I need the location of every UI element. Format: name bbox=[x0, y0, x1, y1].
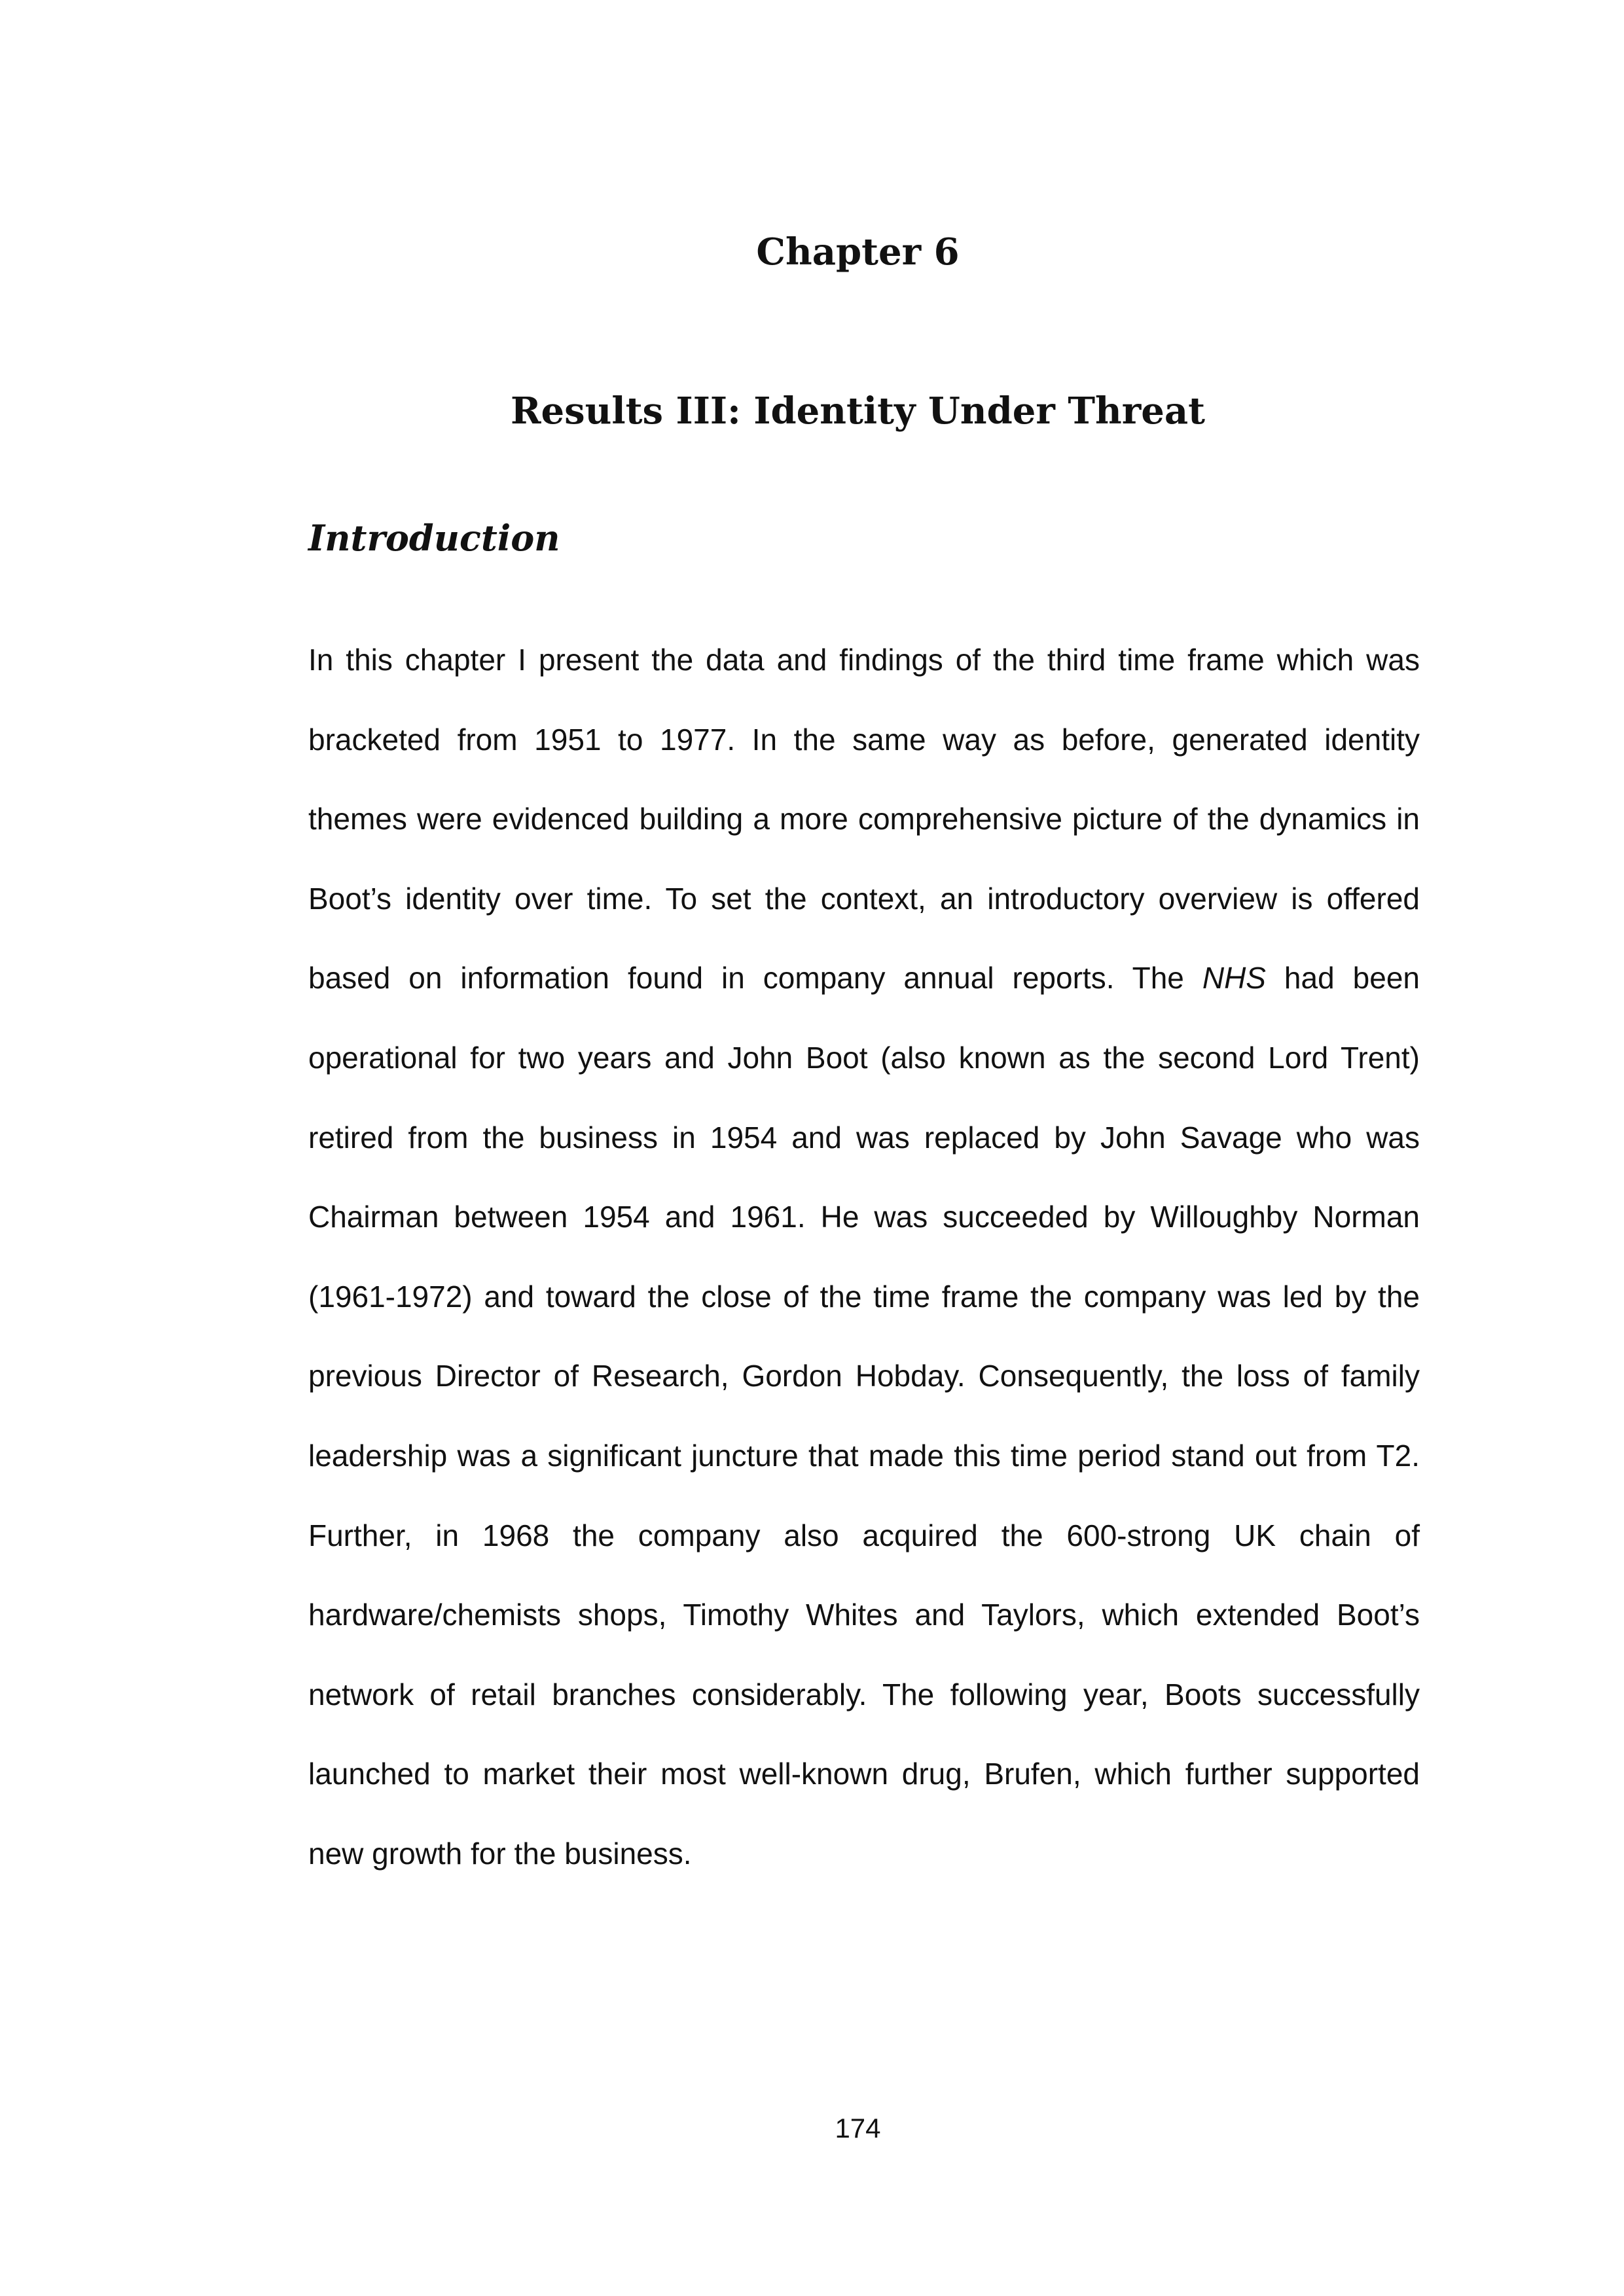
paragraph-line: Chairman between 1954 and 1961. He was succeeded by Willoughby Norman bbox=[308, 1200, 1420, 1234]
paragraph-line: previous Director of Research, Gordon Hobday. Consequently, the loss of family bbox=[308, 1359, 1420, 1393]
paragraph-line bbox=[308, 939, 1420, 1018]
paragraph-line: leadership was a significant juncture that made this time period stand out from T2. bbox=[308, 1438, 1420, 1473]
paragraph-line: (1961-1972) and toward the close of the time frame the company was led by the bbox=[308, 1279, 1420, 1314]
paragraph-line: themes were evidenced building a more comprehensive picture of the dynamics in bbox=[308, 802, 1420, 836]
line-text: based on information found in company annual reports. The bbox=[308, 961, 1202, 996]
paragraph-line: retired from the business in 1954 and was replaced by John Savage who was bbox=[308, 1120, 1420, 1155]
italic-term: NHS bbox=[1202, 961, 1266, 996]
paragraph-line: Boot’s identity over time. To set the context, an introductory overview is offered bbox=[308, 881, 1420, 916]
paragraph-line: Further, in 1968 the company also acquired the 600-strong UK chain of bbox=[308, 1518, 1420, 1552]
section-heading: Introduction bbox=[308, 517, 560, 559]
paragraph-line: In this chapter I present the data and findings of the third time frame which was bbox=[308, 643, 1420, 677]
body-paragraph bbox=[308, 620, 1420, 1894]
paragraph-line: new growth for the business. bbox=[308, 1836, 692, 1871]
chapter-title: Results III: Identity Under Threat bbox=[510, 389, 1206, 433]
paragraph-line: bracketed from 1951 to 1977. In the same way as before, generated identity bbox=[308, 722, 1420, 757]
paragraph-line: operational for two years and John Boot (also known as the second Lord Trent) bbox=[308, 1040, 1420, 1075]
paragraph-line: launched to market their most well-known drug, Brufen, which further supported bbox=[308, 1757, 1420, 1791]
paragraph-line: network of retail branches considerably. The following year, Boots successfully bbox=[308, 1677, 1420, 1712]
page-number: 174 bbox=[835, 2113, 881, 2144]
chapter-heading: Chapter 6 bbox=[756, 230, 960, 274]
line-text: had been bbox=[1265, 961, 1420, 996]
paragraph-line: hardware/chemists shops, Timothy Whites and Taylors, which extended Boot’s bbox=[308, 1598, 1420, 1632]
